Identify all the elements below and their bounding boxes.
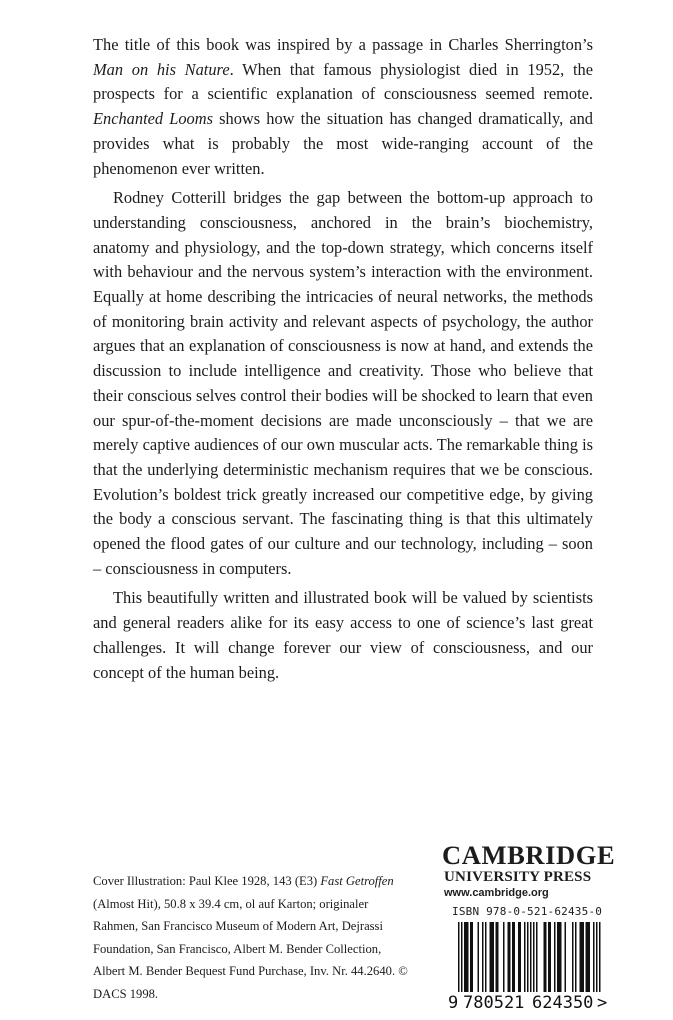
barcode-bar (478, 922, 480, 992)
barcode-bar (580, 922, 582, 992)
barcode-lead-digit: 9 (448, 993, 459, 1013)
barcode-bar (544, 922, 546, 992)
barcode-bar (599, 922, 601, 992)
barcode-bar (458, 922, 460, 992)
barcode-bar (550, 922, 552, 992)
barcode-icon (446, 922, 611, 992)
barcode-bar (586, 922, 588, 992)
barcode-bar (583, 922, 585, 992)
publisher-url: www.cambridge.org (444, 887, 549, 899)
barcode-bar (520, 922, 522, 992)
blurb-paragraph-1-segment-1: Man on his Nature (93, 59, 230, 79)
blurb-paragraph-1-segment-0: The title of this book was inspired by a passage in Charles Sherrington’s (93, 35, 593, 54)
blurb-paragraph-3: This beautifully written and illustrated book will be valued by scientists and general readers alike for its easy access to one of science’s last great challenges. It will change forever our view of consciousness, and our concept of the human being. (93, 588, 593, 682)
blurb-paragraph-1 (93, 33, 593, 181)
barcode-bar (472, 922, 474, 992)
barcode-bar (514, 922, 516, 992)
barcode-right-digits: 624350 (532, 993, 594, 1013)
blurb-paragraph-1-segment-2: . When that famous physiologist died in 1952, the prospects for a scientific explanation of consciousness seemed remote. (93, 59, 593, 104)
barcode-digits (446, 992, 611, 1014)
credit-segment-1: Fast Getroffen (320, 874, 394, 888)
barcode-bar (493, 922, 495, 992)
barcode-bar (575, 922, 577, 992)
barcode-bar (503, 922, 505, 992)
barcode-bar (596, 922, 598, 992)
barcode-bar (512, 922, 514, 992)
barcode-bar (593, 922, 595, 992)
publisher-logo (442, 840, 616, 901)
publisher-subtitle: UNIVERSITY PRESS (444, 869, 592, 885)
isbn-number: ISBN 978-0-521-62435-0 (452, 905, 603, 918)
barcode-bar (545, 922, 547, 992)
barcode-bar (548, 922, 550, 992)
blurb-paragraph-1-segment-3: Enchanted Looms (93, 109, 213, 129)
barcode-bar (554, 922, 556, 992)
credit-segment-2: (Almost Hit), 50.8 x 39.4 cm, ol auf Karton; originaler Rahmen, San Francisco Museum of Modern Art, Dejrassi Foundation, San Francisco, Albert M. Bender Collection, Albert M. Bender Bequest Fund Purchase, Inv. Nr. 44.2640. © DACS 1998. (93, 896, 408, 1001)
isbn-barcode-block (446, 905, 611, 1014)
blurb-paragraph-1-segment-4: shows how the situation has changed dramatically, and provides what is probably the most wide-ranging account of the phenomenon ever written. (93, 109, 593, 178)
barcode-bar (467, 922, 469, 992)
barcode-bar (482, 922, 484, 992)
barcode-bar (527, 922, 529, 992)
barcode-bar (518, 922, 520, 992)
barcode-bar (491, 922, 493, 992)
barcode-bar (559, 922, 561, 992)
barcode-bar (490, 922, 492, 992)
publisher-name: CAMBRIDGE (442, 840, 616, 870)
barcode-bar (560, 922, 562, 992)
barcode-left-digits: 780521 (463, 993, 525, 1013)
barcode-bar (470, 922, 472, 992)
barcode-bar (524, 922, 526, 992)
barcode-bar (565, 922, 567, 992)
cover-illustration-credit (93, 870, 413, 1005)
blurb-paragraph-2: Rodney Cotterill bridges the gap between the bottom-up approach to understanding consciousness, anchored in the brain’s biochemistry, anatomy and physiology, and the top-down strategy, which concerns itself with behaviour and the nervous system’s interaction with the environment. Equally at home describing the intricacies of neural networks, the methods of monitoring brain activity and relevant aspects of psychology, the author argues that an explanation of consciousness is now at hand, and extends the discussion to include intelligence and creativity. Those who believe that their conscious selves control their bodies will be shocked to learn that even our spur-of-the-moment decisions are made unconsciously – that we are merely captive audiences of our own muscular acts. The remarkable thing is that the underlying deterministic mechanism requires that we be conscious. Evolution’s boldest trick greatly increased our competitive edge, by giving the body a conscious servant. The fascinating thing is that this ultimately opened the flood gates of our culture and our technology, including – soon – consciousness in computers. (93, 188, 593, 578)
barcode-bar (587, 922, 589, 992)
barcode-bar (497, 922, 499, 992)
barcode-bar (533, 922, 535, 992)
barcode-quiet-zone-mark: > (597, 993, 608, 1013)
barcode-bar (536, 922, 538, 992)
barcode-bar (581, 922, 583, 992)
credit-segment-0: Cover Illustration: Paul Klee 1928, 143 (E3) (93, 874, 321, 888)
barcode-bar (509, 922, 511, 992)
barcode-bar (466, 922, 468, 992)
barcode-bar (589, 922, 591, 992)
barcode-bar (461, 922, 463, 992)
barcode-bar (530, 922, 532, 992)
barcode-bar (508, 922, 510, 992)
barcode-bar (464, 922, 466, 992)
barcode-bar (572, 922, 574, 992)
back-cover-blurb (93, 33, 593, 685)
barcode-bar (496, 922, 498, 992)
barcode-bar (485, 922, 487, 992)
barcode-bar (557, 922, 559, 992)
